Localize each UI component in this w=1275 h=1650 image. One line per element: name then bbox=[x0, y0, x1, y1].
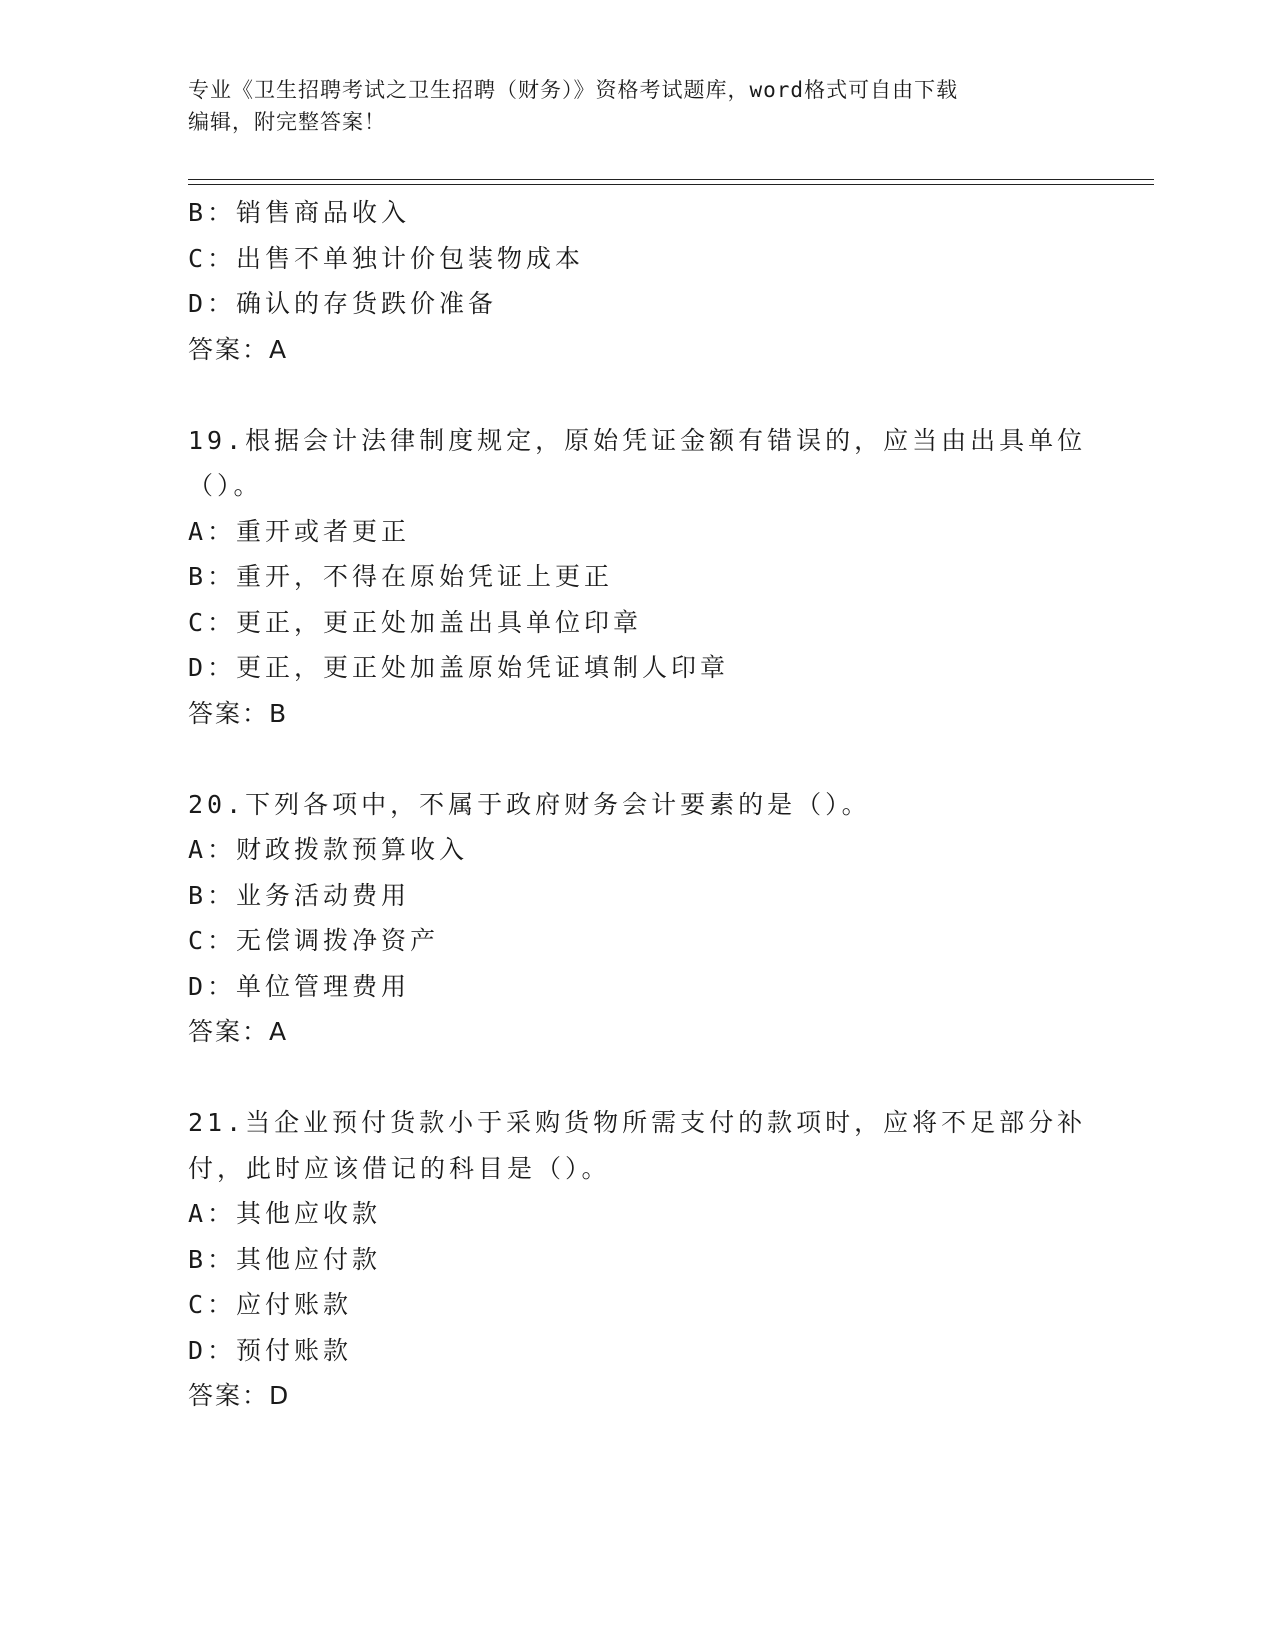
option-a: A：重开或者更正 bbox=[188, 516, 411, 546]
option-c: C：更正，更正处加盖出具单位印章 bbox=[188, 607, 643, 637]
answer: 答案：D bbox=[188, 1381, 291, 1410]
question-stem: 20.下列各项中，不属于政府财务会计要素的是（）。 bbox=[188, 789, 871, 819]
header-divider-bottom bbox=[188, 184, 1154, 185]
question-20 bbox=[188, 782, 1088, 1055]
answer: 答案：B bbox=[188, 698, 289, 728]
spacer bbox=[188, 372, 1088, 418]
option-b: B：重开，不得在原始凭证上更正 bbox=[188, 562, 614, 591]
option-c: C：出售不单独计价包装物成本 bbox=[188, 243, 585, 273]
option-d: D：预付账款 bbox=[188, 1335, 353, 1365]
header-line-1: 专业《卫生招聘考试之卫生招聘（财务）》资格考试题库，word格式可自由下载 bbox=[188, 78, 959, 102]
answer: 答案：A bbox=[188, 334, 289, 364]
answer: 答案：A bbox=[188, 1017, 289, 1046]
option-a: A：财政拨款预算收入 bbox=[188, 835, 469, 864]
question-stem: 19.根据会计法律制度规定，原始凭证金额有错误的，应当由出具单位 bbox=[188, 425, 1087, 455]
spacer bbox=[188, 1055, 1088, 1101]
question-stem-continued: 付，此时应该借记的科目是（）。 bbox=[188, 1153, 611, 1183]
option-d: D：单位管理费用 bbox=[188, 971, 411, 1001]
spacer bbox=[188, 736, 1088, 782]
option-b: B：业务活动费用 bbox=[188, 880, 411, 910]
question-21 bbox=[188, 1100, 1088, 1419]
question-stem: 21.当企业预付货款小于采购货物所需支付的款项时，应将不足部分补 bbox=[188, 1108, 1087, 1137]
option-a: A：其他应收款 bbox=[188, 1199, 382, 1228]
document-header bbox=[188, 74, 1088, 138]
option-c: C：应付账款 bbox=[188, 1290, 353, 1319]
option-b: B：其他应付款 bbox=[188, 1244, 382, 1274]
option-b: B：销售商品收入 bbox=[188, 198, 411, 227]
header-divider-top bbox=[188, 179, 1154, 180]
option-c: C：无偿调拨净资产 bbox=[188, 926, 440, 955]
question-19 bbox=[188, 418, 1088, 737]
option-d: D：确认的存货跌价准备 bbox=[188, 289, 498, 318]
header-line-2: 编辑，附完整答案！ bbox=[188, 110, 386, 134]
question-18-continued bbox=[188, 190, 1088, 372]
question-stem-continued: （）。 bbox=[188, 471, 263, 500]
option-d: D：更正，更正处加盖原始凭证填制人印章 bbox=[188, 653, 730, 682]
question-list bbox=[188, 190, 1088, 1419]
